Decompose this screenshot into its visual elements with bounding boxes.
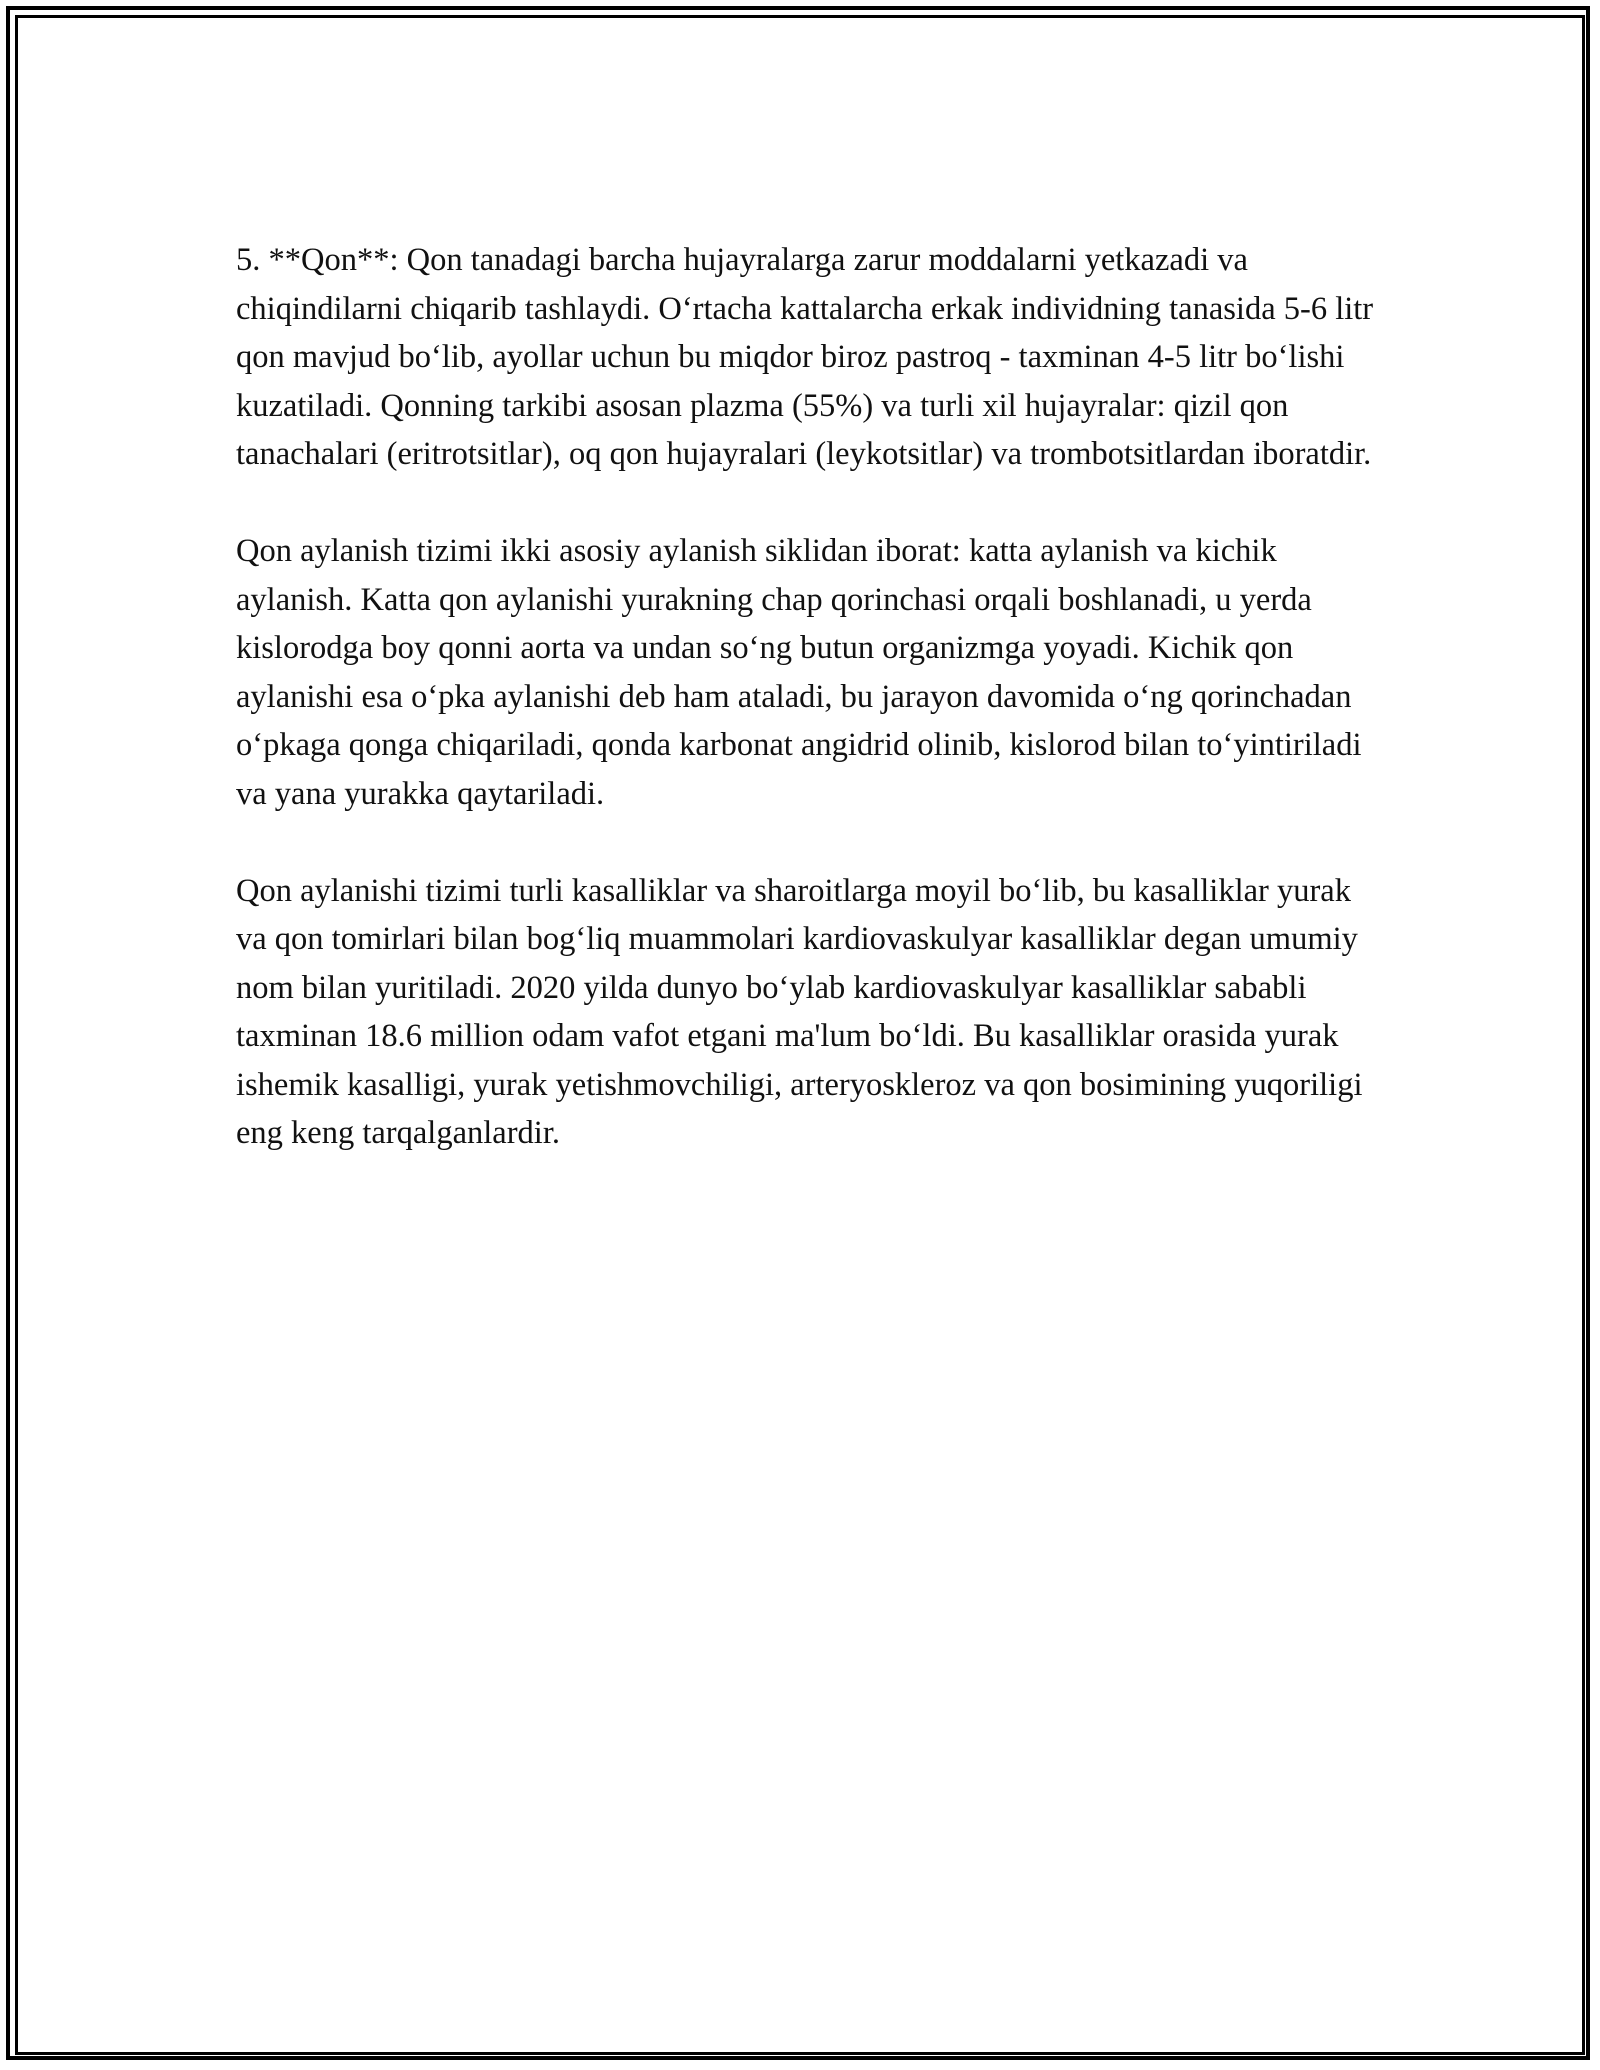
- paragraph-cardiovascular-diseases: Qon aylanishi tizimi turli kasalliklar va sharoitlarga moyil bo‘lib, bu kasalliklar yurak va qon tomirlari bilan bog‘liq muammolari kardiovaskulyar kasalliklar degan umumiy nom bilan yuritiladi. 2020 yilda dunyo bo‘ylab kardiovaskulyar kasalliklar sababli taxminan 18.6 million odam vafot etgani ma'lum bo‘ldi. Bu kasalliklar orasida yurak ishemik kasalligi, yurak yetishmovchiligi, arteryoskleroz va qon bosimining yuqoriligi eng keng tarqalganlardir.: [236, 872, 1363, 1151]
- paragraph-blood: 5. **Qon**: Qon tanadagi barcha hujayralarga zarur moddalarni yetkazadi va chiqindilarni chiqarib tashlaydi. O‘rtacha kattalarcha erkak individning tanasida 5-6 litr qon mavjud bo‘lib, ayollar uchun bu miqdor biroz pastroq - taxminan 4-5 litr bo‘lishi kuzatiladi. Qonning tarkibi asosan plazma (55%) va turli xil hujayralar: qizil qon tanachalari (eritrotsitlar), oq qon hujayralari (leykotsitlar) va trombotsitlardan iboratdir.: [236, 242, 1374, 472]
- paragraph-circulation-cycles: Qon aylanish tizimi ikki asosiy aylanish siklidan iborat: katta aylanish va kichik aylanish. Katta qon aylanishi yurakning chap qorinchasi orqali boshlanadi, u yerda kislorodga boy qonni aorta va undan so‘ng butun organizmga yoyadi. Kichik qon aylanishi esa o‘pka aylanishi deb ham ataladi, bu jarayon davomida o‘ng qorinchadan o‘pkaga qonga chiqariladi, qonda karbonat angidrid olinib, kislorod bilan to‘yintiriladi va yana yurakka qaytariladi.: [236, 533, 1362, 812]
- document-body: [236, 236, 1376, 1206]
